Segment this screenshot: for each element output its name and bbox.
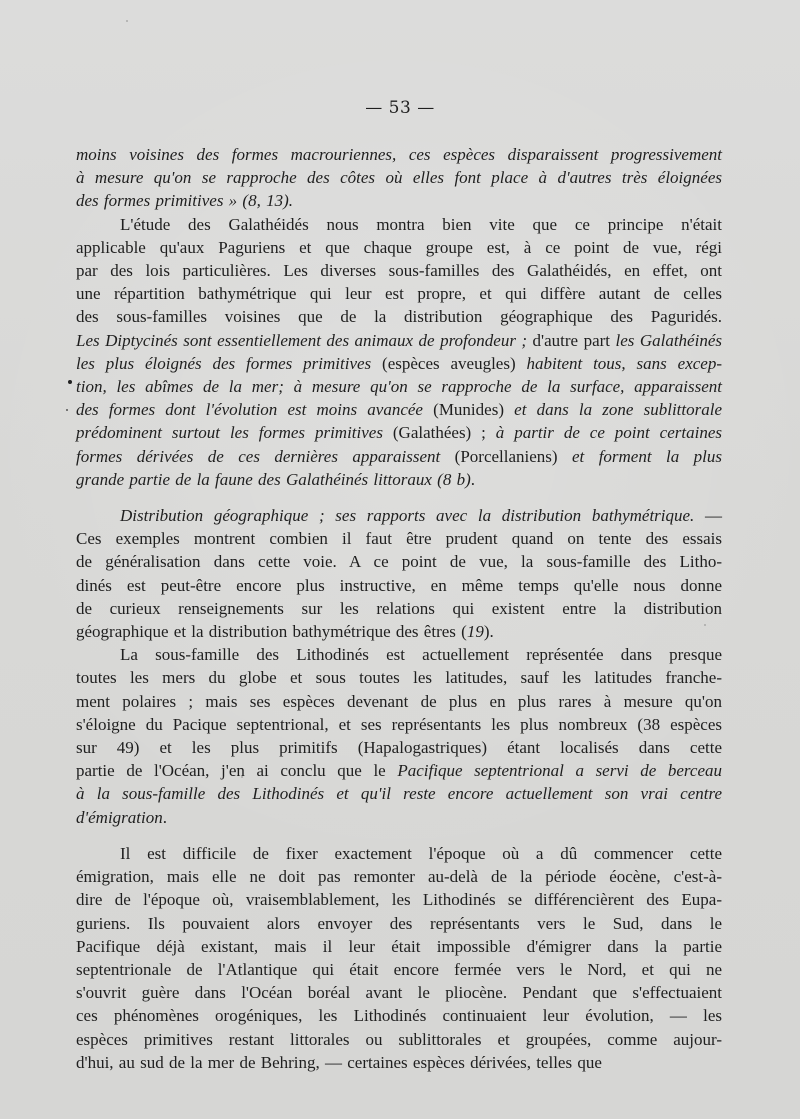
italic-text: formes dérivées de ces dernières apparaissent — [76, 446, 441, 466]
italic-text: prédominent surtout les formes primitives — [76, 423, 383, 443]
italic-text: à mesure qu'on se rapproche des côtes où elles font place à d'autres très éloignées — [76, 168, 722, 188]
italic-text: à la sous-famille des Lithodinés et qu'il reste encore actuellement son vrai centre — [76, 784, 722, 804]
text-span: sur 49) et les plus primitifs (Hapalogastriques) étant localisés dans cette — [76, 738, 722, 758]
text-line — [76, 597, 722, 620]
text-span: toutes les mers du globe et sous toutes les latitudes, sauf les latitudes franche- — [76, 668, 722, 688]
italic-text: moins voisines des formes macrouriennes, ces espèces disparaissent progressivement — [76, 145, 722, 164]
ink-spot — [66, 409, 68, 411]
italic-text: Pacifique septentrional a servi de berceau — [397, 761, 723, 781]
text-span: s'ouvrit guère dans l'Océan boréal avant le pliocène. Pendant que s'effectuaient — [76, 983, 722, 1003]
text-span: septentrionale de l'Atlantique qui était encore fermée vers le Nord, et qui ne — [76, 959, 722, 979]
text-line — [76, 166, 722, 189]
text-span: par des lois particulières. Les diverses sous-familles des Galathéidés, en effet, ont — [76, 261, 722, 281]
text-span: émigration, mais elle ne doit pas remonter au-delà de la période éocène, c'est-à- — [76, 867, 722, 887]
text-line — [76, 527, 722, 550]
text-line — [76, 574, 722, 597]
italic-text: Les Diptycinés sont essentiellement des animaux de profondeur ; — [76, 330, 528, 350]
text-line — [76, 398, 722, 421]
text-line — [76, 981, 722, 1004]
text-span: Ces exemples montrent combien il faut être prudent quand on tente des essais — [76, 529, 722, 549]
text-line — [76, 305, 722, 328]
italic-text: tion, les abîmes de la mer; à mesure qu'on se rapproche de la surface, apparaissent — [76, 377, 722, 397]
text-span: de curieux renseignements sur les relations qui existent entre la distribution — [76, 598, 722, 618]
text-span: partie de l'Océan, j'en ai conclu que le — [76, 761, 398, 781]
text-line — [76, 504, 722, 527]
text-line — [76, 213, 722, 236]
text-span: (Munides) — [422, 400, 515, 420]
text-span: . — [470, 469, 475, 489]
text-line — [76, 375, 722, 398]
text-line — [76, 912, 722, 935]
paragraph-1 — [76, 143, 722, 213]
ink-spot — [68, 380, 72, 384]
text-line — [76, 1004, 722, 1027]
text-line — [76, 806, 722, 829]
paragraph-2 — [76, 213, 722, 491]
text-span: ces phénomènes orogéniques, les Lithodinés continuaient leur évolution, — les — [76, 1006, 722, 1026]
text-span: des sous-familles voisines que de la distribution géographique des Paguridés. — [76, 307, 722, 327]
italic-text: les Galathéinés — [615, 330, 722, 350]
text-span: s'éloigne du Pacique septentrional, et ses représentants les plus nombreux (38 espèces — [76, 714, 722, 734]
paper-speck — [126, 20, 128, 22]
text-line — [76, 888, 722, 911]
italic-text: ). — [283, 191, 294, 211]
text-line — [76, 736, 722, 759]
text-line — [76, 189, 722, 212]
paragraph-gap — [76, 829, 722, 842]
text-line — [76, 666, 722, 689]
text-line — [76, 421, 722, 444]
text-span: — — [694, 506, 723, 526]
text-line — [76, 259, 722, 282]
paragraph-gap — [76, 491, 722, 504]
italic-text: 13 — [266, 191, 284, 211]
text-span: (Galathées) ; — [382, 423, 496, 443]
text-line — [76, 842, 722, 865]
text-line — [76, 1051, 722, 1074]
italic-text: et dans la zone sublittorale — [514, 400, 722, 420]
italic-text: 19 — [466, 622, 484, 642]
italic-text: grande partie de la faune des Galathéinés littoraux (8 b) — [76, 469, 471, 489]
italic-text: d'émigration — [76, 807, 163, 827]
page-number: — 53 — — [365, 98, 435, 118]
text-line — [76, 782, 722, 805]
text-span: (Porcellaniens) — [440, 446, 572, 466]
text-span: Il est difficile de fixer exactement l'époque où a dû commencer cette — [120, 843, 722, 863]
text-line — [76, 713, 722, 736]
italic-text: à partir de ce point certaines — [495, 423, 722, 443]
text-span: ). — [483, 622, 494, 642]
text-span: une répartition bathymétrique qui leur est propre, et qui diffère autant de celles — [76, 284, 722, 304]
text-line — [76, 282, 722, 305]
text-span: dire de l'époque où, vraisemblablement, les Lithodinés se différencièrent des Eupa- — [76, 890, 722, 910]
text-line — [76, 620, 722, 643]
text-line — [76, 1028, 722, 1051]
italic-text: Distribution géographique ; ses rapports avec la distribution bathymétrique. — [120, 506, 695, 526]
text-span: espèces primitives restant littorales ou sublittorales et groupées, comme aujour- — [76, 1029, 722, 1049]
text-span: La sous-famille des Lithodinés est actuellement représentée dans presque — [120, 645, 722, 665]
italic-text: et forment la plus — [572, 446, 722, 466]
main-text — [76, 143, 722, 1074]
text-span: ment polaires ; mais ses espèces devenant de plus en plus rares à mesure qu'on — [76, 691, 722, 711]
text-span: dinés est peut-être encore plus instructive, en même temps qu'elle nous donne — [76, 575, 722, 595]
text-span: . — [162, 807, 167, 827]
text-line — [76, 236, 722, 259]
text-span: L'étude des Galathéidés nous montra bien vite que ce principe n'était — [120, 214, 722, 234]
text-line — [76, 865, 722, 888]
text-line — [76, 958, 722, 981]
text-span: Pacifique déjà existant, mais il leur était impossible d'émigrer dans la partie — [76, 936, 722, 956]
text-span: géographique et la distribution bathymétrique des êtres ( — [76, 622, 467, 642]
text-line — [76, 329, 722, 352]
text-line — [76, 759, 722, 782]
italic-text: des formes primitives » (8, — [76, 191, 267, 211]
text-span: (espèces aveugles) — [371, 353, 527, 373]
text-span: de généralisation dans cette voie. A ce point de vue, la sous-famille des Litho- — [76, 552, 722, 572]
text-line — [76, 352, 722, 375]
text-line — [76, 445, 722, 468]
text-line — [76, 690, 722, 713]
text-line — [76, 468, 722, 491]
text-span: d'hui, au sud de la mer de Behring, — certaines espèces dérivées, telles que — [76, 1052, 602, 1072]
paragraph-5 — [76, 842, 722, 1074]
paragraph-3 — [76, 504, 722, 643]
paragraph-4 — [76, 643, 722, 829]
text-line — [76, 643, 722, 666]
text-span: d'autre part — [527, 330, 616, 350]
text-span: applicable qu'aux Paguriens et que chaque groupe est, à ce point de vue, régi — [76, 237, 722, 257]
text-line — [76, 935, 722, 958]
text-line — [76, 550, 722, 573]
text-span: guriens. Ils pouvaient alors envoyer des représentants vers le Sud, dans le — [76, 913, 722, 933]
italic-text: des formes dont l'évolution est moins avancée — [76, 400, 423, 420]
text-line — [76, 143, 722, 166]
italic-text: les plus éloignés des formes primitives — [76, 353, 372, 373]
italic-text: habitent tous, sans excep- — [526, 353, 722, 373]
